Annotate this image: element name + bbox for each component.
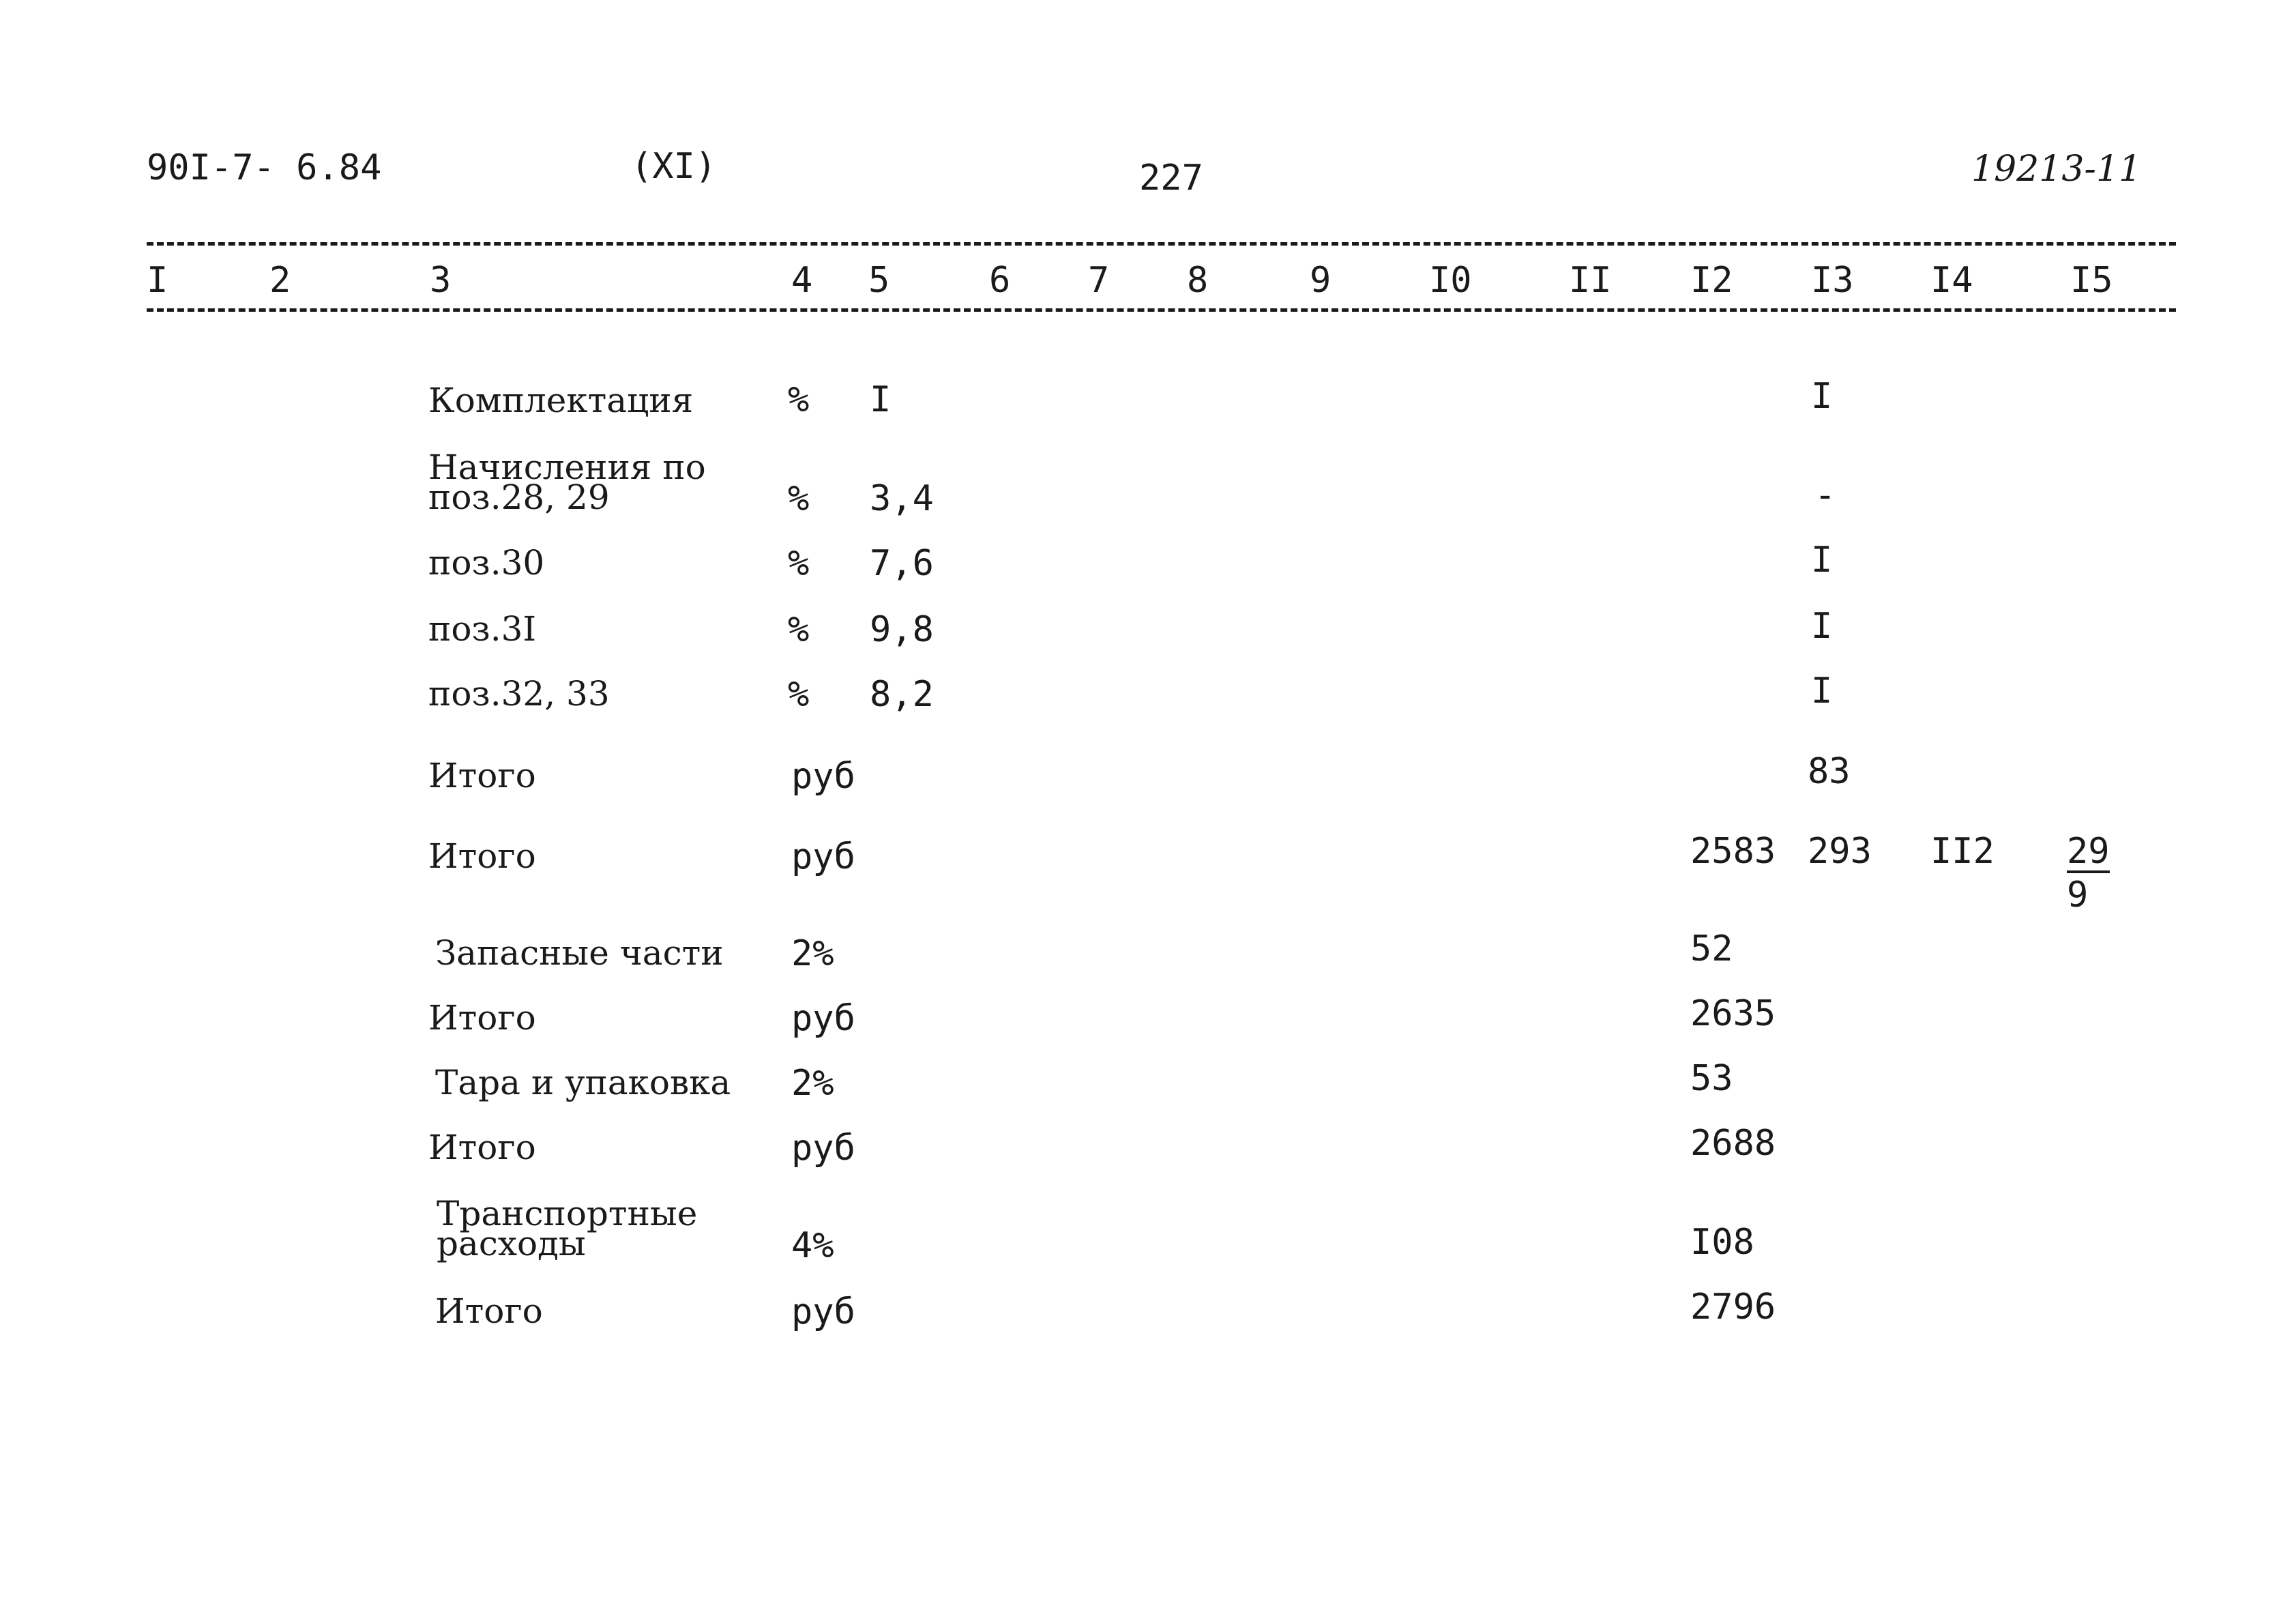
column-header: I2 [1690,260,1733,301]
row-label: Тара и упаковка [435,1063,731,1102]
column-header: 3 [430,260,452,301]
row-label [428,448,706,517]
row-unit: 2% [791,933,834,974]
row-col13: 293 [1808,831,1872,872]
row-col12: 2796 [1690,1287,1776,1328]
header-rule-top [147,242,2176,246]
column-header: 9 [1310,260,1331,301]
column-header: 5 [868,260,890,301]
header-rule-bottom [147,308,2176,312]
row-col12: I08 [1690,1222,1754,1263]
row-col12: 2583 [1690,831,1776,872]
row-unit: 2% [791,1063,834,1104]
row-unit: % [788,543,810,584]
row-label [437,1194,698,1263]
row-label: Итого [428,756,536,795]
row-unit: 4% [791,1225,834,1266]
archive-stamp: 19213-11 [1971,149,2142,190]
column-header: I [147,260,168,301]
row-label: Запасные части [435,933,724,973]
column-header: I3 [1811,260,1854,301]
fraction-numerator: 29 [2067,831,2110,872]
row-col12: 52 [1690,928,1733,969]
row-label: Итого [428,836,536,876]
column-header: II [1569,260,1612,301]
row-col12: 2635 [1690,993,1776,1034]
row-rate: 8,2 [870,674,934,715]
row-col13: I [1811,540,1833,581]
row-rate: 7,6 [870,543,934,584]
row-label: Итого [428,1128,536,1167]
column-header: 7 [1088,260,1110,301]
row-label-line: Транспортные расходы [437,1194,698,1263]
fraction-denominator: 9 [2067,875,2089,915]
row-label: поз.3I [428,609,537,649]
row-col14: II2 [1930,831,1995,872]
row-rate: 9,8 [870,609,934,650]
row-unit: руб [791,756,855,797]
row-rate: 3,4 [870,478,934,519]
row-unit: руб [791,1128,855,1169]
column-header: I0 [1429,260,1472,301]
row-col13: I [1811,671,1833,712]
row-col12: 53 [1690,1058,1733,1099]
row-unit: % [788,478,810,519]
row-col13: 83 [1808,751,1851,792]
row-col15-fraction [2067,831,2110,915]
row-label: Итого [428,998,536,1038]
row-label: Итого [435,1291,543,1331]
row-label: поз.30 [428,543,545,583]
section-number: (XI) [631,146,717,187]
column-header: 6 [989,260,1011,301]
page-number: 227 [1139,158,1203,199]
row-label: поз.32, 33 [428,674,610,714]
row-col13: I [1811,376,1833,417]
column-header: I4 [1930,260,1973,301]
row-col12: 2688 [1690,1123,1776,1164]
column-header: 2 [269,260,291,301]
row-label-line: Начисления по поз.28, 29 [428,448,706,517]
row-col13: - [1814,475,1836,516]
row-unit: % [788,379,810,420]
row-rate: I [870,379,892,420]
column-header: 4 [791,260,813,301]
row-col13: I [1811,606,1833,647]
column-header: I5 [2070,260,2113,301]
row-unit: руб [791,1291,855,1332]
row-unit: руб [791,998,855,1039]
row-unit: % [788,674,810,715]
row-unit: руб [791,836,855,877]
document-code: 90I-7- 6.84 [147,147,382,188]
row-unit: % [788,609,810,650]
row-label: Комплектация [428,381,694,420]
column-header: 8 [1187,260,1209,301]
